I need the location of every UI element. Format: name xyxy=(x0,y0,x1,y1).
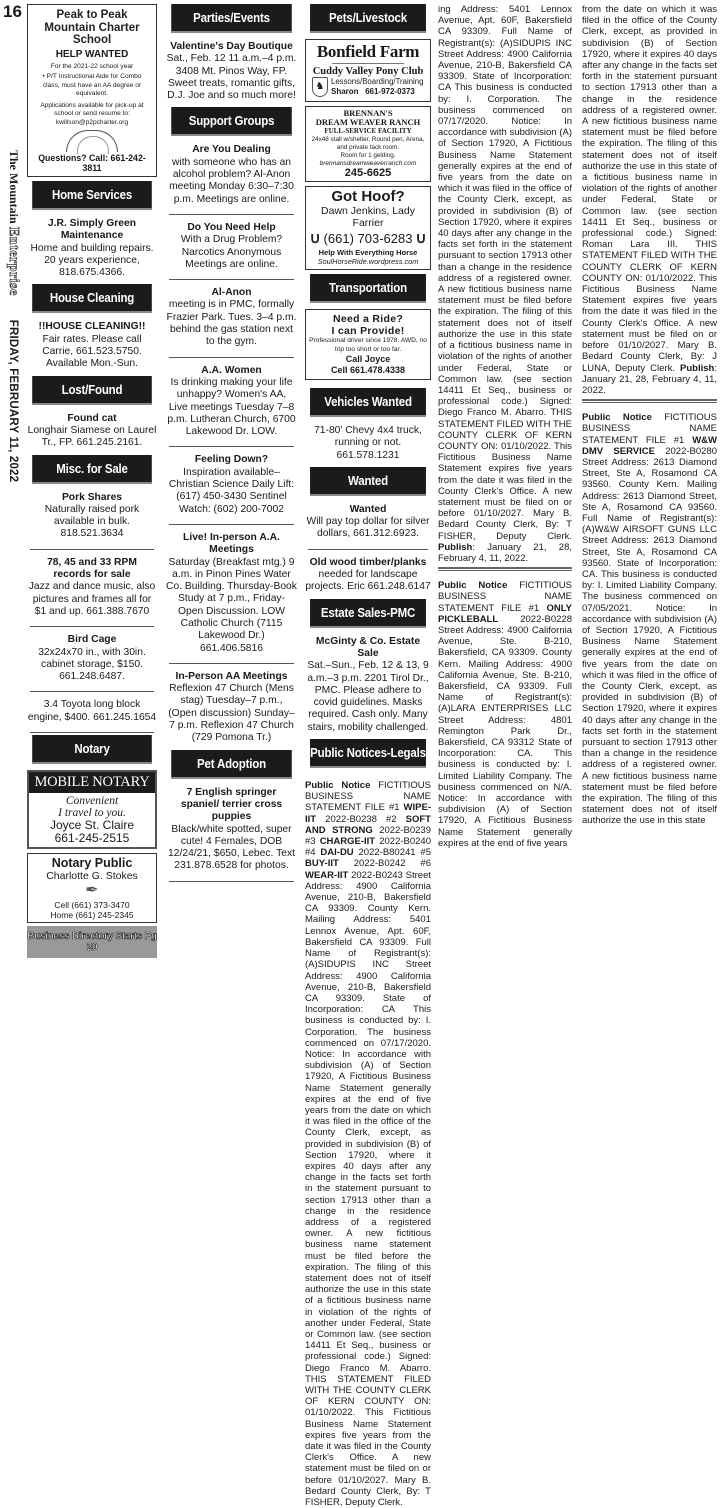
horseshoe-icon: ∪ xyxy=(309,230,321,247)
divider xyxy=(169,524,294,525)
column-1 xyxy=(27,4,157,958)
listing: 3.4 Toyota long block engine, $400. 661.245.1654 xyxy=(27,699,157,723)
listing: 7 English springer spaniel/ terrier cross puppies Black/white spotted, super cute! 4 Females, DOB 12/24/21, $650, Lebec. Text 231.878.6528 for photos. xyxy=(168,786,295,872)
issue-date: FRIDAY, FEBRUARY 11, 2022 xyxy=(7,319,19,483)
divider xyxy=(30,549,154,550)
listing: McGinty & Co. Estate Sale Sat.–Sun., Feb. 12 & 13, 9 a.m.–3 p.m. 2201 Tirol Dr., PMC. Please adhere to covid guidelines. Masks required. Cash only. Many stairs, mobility challenged. xyxy=(307,635,429,733)
notice-separator xyxy=(438,567,572,571)
column-3 xyxy=(305,4,431,1508)
public-notice-3: Public Notice FICTITIOUS BUSINESS NAME STATEMENT FILE #1 W&W DMV SERVICE 2022-B0280 Street Address: 2613 Diamond Street, Ste A, Rosamond CA 93560. County Kern. Mailing Address: 2613 Diamond Street, Ste A, Rosamond CA 93560. Full Name of Registrant(s): (A)W&W AIRSOFT GUNS LLC Street Address: 2613 Diamond Street, Ste A, Rosamond CA 93560. State of Incorporation: CA. This business is conducted by: I. Limited Liability Company. The business commenced on 07/05/2021. Notice: In accordance with subdivision (A) of Section 17920, A Fictitious Business Name Statement generally expires at the end of five years from the date on which it was filed in the office of the County Clerk, except, as provided in subdivision (B) of Section 17920, where it expires 40 days after any change in the facts set forth in the statement pursuant to section 17913 other than a change in the residence address of a registered owner. A new fictitious business name statement must be filed before the expiration. The filing of this statement does not of itself authorize the use in this state xyxy=(582,412,717,827)
school-logo-icon xyxy=(66,130,118,152)
school-help-wanted-ad xyxy=(27,4,157,177)
listing: Do You Need Help With a Drug Problem? Narcotics Anonymous Meetings are online. xyxy=(180,221,283,270)
header-support-groups: Support Groups xyxy=(171,107,292,136)
listing: Al-Anon meeting is in PMC, formally Frazier Park. Tues. 3–4 p.m. behind the gas station next to the gym. xyxy=(166,287,297,348)
column-4 xyxy=(438,4,572,855)
divider xyxy=(169,446,294,447)
listing: 78, 45 and 33 RPM records for sale Jazz and dance music, also pictures and frames all for $1 and up. 661.388.7670 xyxy=(28,556,156,617)
listing: Pork Shares Naturally raised pork available in bulk. 818.521.3634 xyxy=(44,491,140,540)
listing: 71-80' Chevy 4x4 truck, running or not. 661.578.1231 xyxy=(314,425,422,461)
header-transportation: Transportation xyxy=(310,274,426,303)
page-number: 16 xyxy=(3,2,22,21)
divider xyxy=(332,63,404,64)
quill-pen-icon: ✒ xyxy=(85,881,99,899)
header-pet-adoption: Pet Adoption xyxy=(171,750,292,779)
business-directory-banner: Business Directory Starts Pg 20 xyxy=(27,926,157,958)
divider xyxy=(308,549,428,550)
divider xyxy=(169,357,294,358)
divider xyxy=(169,279,294,280)
horseshoe-icon: ∪ xyxy=(415,230,427,247)
listing: Bird Cage 32x24x70 in., with 30in. cabinet storage, $150. 661.248.6487. xyxy=(38,634,146,683)
divider xyxy=(30,732,154,733)
public-notice-1-continued: ing Address: 5401 Lennox Avenue, Apt. 60F, Bakersfield CA 93309. Full Name of Registrant(s): (A)SIDUPIS INC Street Address: 4900 California Avenue, 210-B, Bakersfield CA 93309. State of Incorporation: CA This business is conducted by: I. Corporation. The business commenced on 07/17/2020. Notice: In accordance with subdivision (A) of Section 17920, A Fictitious Business Name Statement generally expires at the end of five years from the date on which it was filed in the office of the County Clerk, except, as provided in subdivision (B) of Section 17920, where it expires 40 days after any change in the facts set forth in the statement pursuant to section 17913 other than a change in the residence address of a registered owner. A new fictitious business name statement must be filed before the expiration. The filing of this statement does not of itself authorize the use in this state of a fictitious business name in violation of the rights of another under Federal, State or Common law. (see section 14411 Et Seq., business or professional code.) Signed: Diego Franco M. Abarro. THIS STATEMENT FILED WITH THE COUNTY CLERK OF KERN COUNTY ON: 01/10/2022. This Fictitious Business Name Statement expires five years from the date it was filed in the County Clerk's Office. A new statement must be filed on or before 01/10/2027. Mary B. Bedard County Clerk, By: T FISHER, Deputy Clerk. Publish: January 21, 28, February 4, 11, 2022. xyxy=(438,4,572,564)
public-notice-2: Public Notice FICTITIOUS BUSINESS NAME STATEMENT FILE #1 ONLY PICKLEBALL 2022-B0228 Street Address: 4900 California Avenue, Ste. B-210, Bakersfield, CA 93309. County Kern. Mailing Address: 4900 California Avenue, Ste. B-210, Bakersfield, CA 93309. Full Name of Registrant(s): (A)LARA ENTERPRISES LLC Street Address: 4801 Remington Park Dr., Bakersfield, CA 93312 State of Incorporation: CA. This business is conducted by: I. Limited Liability Company. The business commenced on N/A. Notice: In accordance with subdivision (A) of Section 17920, A Fictitious Business Name Statement generally expires at the end of five years xyxy=(438,580,572,849)
vertical-masthead xyxy=(3,150,23,850)
masthead-the: The Mountain xyxy=(7,150,21,224)
divider xyxy=(169,881,294,882)
header-house-cleaning: House Cleaning xyxy=(32,284,152,313)
position-text: • P/T Instructional Aide for Combo class, must have an AA degree or equivalent. xyxy=(42,73,142,97)
listing: Are You Dealing with someone who has an alcohol problem? Al-Anon meeting Monday 6:30–7:30 p.m. Meetings are online. xyxy=(169,144,294,205)
notice-separator xyxy=(582,399,717,403)
mobile-notary-ad: MOBILE NOTARY Convenient I travel to you. Joyce St. Claire 661-245-2515 xyxy=(27,770,157,849)
header-estate-sales: Estate Sales-PMC xyxy=(310,599,426,628)
divider xyxy=(30,626,154,627)
listing: J.R. Simply Green Maintenance Home and building repairs. 20 years experience, 818.675.4366. xyxy=(30,218,154,279)
column-5 xyxy=(582,4,717,855)
header-parties-events: Parties/Events xyxy=(171,4,292,33)
divider xyxy=(30,691,154,692)
listing: A.A. Women Is drinking making your life unhappy? Women's AA, Live meetings Tuesday 7–8 p.m. Lutheran Church, 6700 Lakewood Dr. LOW. xyxy=(167,364,296,438)
header-vehicles-wanted: Vehicles Wanted xyxy=(310,388,426,417)
school-phone: Questions? Call: 661-242-3811 xyxy=(38,153,146,173)
column-2 xyxy=(166,4,297,887)
ride-service-ad: Need a Ride? I can Provide! Professional driver since 1978. AWD, no trip too short or too far. Call Joyce Cell 661.478.4338 xyxy=(305,309,431,380)
help-wanted-headline: HELP WANTED xyxy=(55,48,129,60)
listing: In-Person AA Meetings Reflexion 47 Church (Mens stag) Tuesday–7 p.m., (Open discussion) Sunday–7 p.m. Reflexion 47 Church (729 Pomona Tr.) xyxy=(168,670,295,744)
got-hoof-ad: Got Hoof? Dawn Jenkins, Lady Farrier ∪ (661) 703-6283 ∪ Help With Everything Horse SoulHorseRide.wordpress.com xyxy=(305,186,431,270)
listing: !!HOUSE CLEANING!! Fair rates. Please call Carrie, 661.523.5750. Available Mon.-Sun. xyxy=(38,321,146,370)
listing: Valentine's Day Boutique Sat., Feb. 12 11 a.m.–4 p.m. 3408 Mt. Pinos Way, FP. Sweet treats, romantic gifts, D.J. Joe and so much more! xyxy=(166,41,297,102)
horse-badge-icon: ♞ xyxy=(312,77,328,97)
header-public-notices: Public Notices-Legals xyxy=(310,739,426,768)
public-notice-1-start: Public Notice FICTITIOUS BUSINESS NAME STATEMENT FILE #1 WIPE-IIT 2022-B0238 #2 SOFT AND STRONG 2022-B0239 #3 CHARGE-IIT 2022-B0240 #4 DAI-DU 2022-B80241 #5 BUY-IIT 2022-B0242 #6 WEAR-IIT 2022-B0243 Street Address: 4900 California Avenue, 210-B, Bakersfield CA 93309. County Kern. Mailing Address: 5401 Lennox Avenue, Apt. 60F, Bakersfield CA 93309. Full Name of Registrant(s): (A)SIDUPIS INC Street Address: 4900 California Avenue, 210-B, Bakersfield CA 93309. State of Incorporation: CA This business is conducted by: I. Corporation. The business commenced on 07/17/2020. Notice: In accordance with subdivision (A) of Section 17920, A Fictitious Business Name Statement generally expires at the end of five years from the date on which it was filed in the office of the County Clerk, except, as provided in subdivision (B) of Section 17920, where it expires 40 days after any change in the facts set forth in the statement pursuant to section 17913 other than a change in the residence address of a registered owner. A new fictitious business name statement must be filed before the expiration. The filing of this statement does not of itself authorize the use in this state of a fictitious business name in violation of the rights of another under Federal, State or Common law. (see section 14411 Et Seq., business or professional code.) Signed: Diego Franco M. Abarro. THIS STATEMENT FILED WITH THE COUNTY CLERK OF KERN COUNTY ON: 01/10/2022. This Fictitious Business Name Statement expires five years from the date it was filed in the County Clerk's Office. A new statement must be filed on or before 01/10/2027. Mary B. Bedard County Clerk, By: T FISHER, Deputy Clerk. xyxy=(305,780,431,1508)
school-year: For the 2021-22 school year xyxy=(50,62,134,70)
listing: Wanted Will pay top dollar for silver dollars, 661.312.6923. xyxy=(306,503,430,540)
bonfield-farm-ad: Bonfield Farm Cuddy Valley Pony Club ♞ Lessons/Boarding/Training Sharon 661-972-0373 xyxy=(305,39,431,102)
header-notary: Notary xyxy=(32,735,152,764)
masthead-name: Enterprise xyxy=(6,227,21,296)
listing: Found cat Longhair Siamese on Laurel Tr., FP. 661.245.2161. xyxy=(27,412,157,449)
listing: Feeling Down? Inspiration available– Christian Science Daily Lift: (617) 450-3430 Sentinel Watch: (602) 200-7002 xyxy=(168,454,295,515)
applications-text: Applications available for pick-up at school or send resume to: kwillson@p2pcharter.org xyxy=(40,101,144,126)
listing: Live! In-person A.A. Meetings Saturday (Breakfast mtg.) 9 a.m. in Pinon Pines Water Co. Building. Thursday-Book Study at 7 p.m., Friday-Open Discussion. LOW Catholic Church (7115 Lakewood Dr.) 661.406.5816 xyxy=(166,531,297,654)
school-name: Peak to Peak Mountain Charter School xyxy=(44,9,140,46)
notary-public-ad: Notary Public Charlotte G. Stokes ✒ Cell (661) 373-3470 Home (661) 245-2345 xyxy=(27,853,157,923)
brennan-ranch-ad: BRENNAN'S DREAM WEAVER RANCH FULL-SERVICE FACILITY 24x48 stall w/shelter. Round pen, Arena, and private tack room. Room for 1 gelding. brennansdreamweaverranch.com 245-6625 xyxy=(305,106,431,182)
header-pets-livestock: Pets/Livestock xyxy=(310,4,426,33)
divider xyxy=(169,663,294,664)
header-misc-for-sale: Misc. for Sale xyxy=(32,455,152,484)
divider xyxy=(169,214,294,215)
header-wanted: Wanted xyxy=(310,467,426,496)
header-lost-found: Lost/Found xyxy=(32,376,152,405)
header-home-services: Home Services xyxy=(32,181,152,210)
public-notice-2-continued: from the date on which it was filed in the office of the County Clerk, except, as provided in subdivision (B) of Section 17920, where it expires 40 days after any change in the facts set forth in the statement pursuant to section 17913 other than a change in the residence address of a registered owner. A new fictitious business name statement must be filed before the expiration. The filing of this statement does not of itself authorize the use in this state of a fictitious business name in violation of the rights of another under Federal, State or Common law. (see section 14411 Et Seq., business or professional code.) Signed: Roman Lara III. THIS STATEMENT FILED WITH THE COUNTY CLERK OF KERN COUNTY ON: 01/10/2022. This Fictitious Business Name Statement expires five years from the date it was filed in the County Clerk's Office. A new statement must be filed on or before 01/10/2027. Mary B. Bedard County Clerk, By: J LUNA, Deputy Clerk. Publish: January 21, 28, February 4, 11, 2022. xyxy=(582,4,717,396)
listing: Old wood timber/planks needed for landscape projects. Eric 661.248.6147 xyxy=(305,556,431,593)
